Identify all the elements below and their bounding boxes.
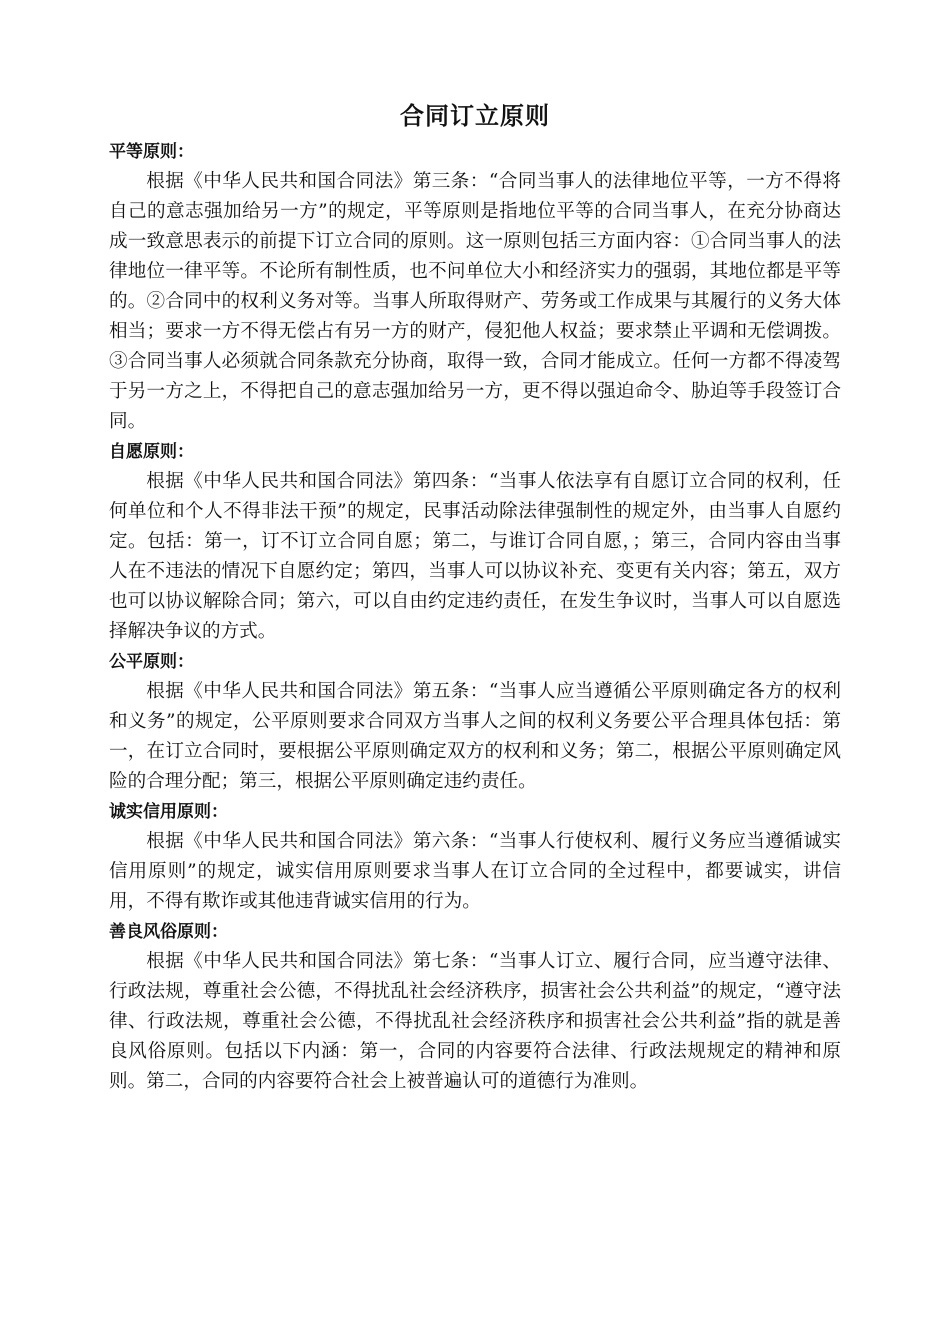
section-body-public-order: 根据《中华人民共和国合同法》第七条：“当事人订立、履行合同，应当遵守法律、行政法规，尊重社会公德，不得扰乱社会经济秩序，损害社会公共利益”的规定，“遵守法律、行政法规，尊重社会公德，不得扰乱社会经济秩序和损害社会公共利益”指的就是善良风俗原则。包括以下内涵：第一，合同的内容要符合法律、行政法规规定的精神和原则。第二，合同的内容要符合社会上被普遍认可的道德行为准则。 xyxy=(109,951,841,1092)
document-title: 合同订立原则 xyxy=(400,102,550,130)
section-body-good-faith: 根据《中华人民共和国合同法》第六条：“当事人行使权利、履行义务应当遵循诚实信用原则”的规定，诚实信用原则要求当事人在订立合同的全过程中，都要诚实，讲信用，不得有欺诈或其他违背诚实信用的行为。 xyxy=(109,831,841,912)
section-heading-voluntariness: 自愿原则： xyxy=(109,442,194,462)
section-body-equality: 根据《中华人民共和国合同法》第三条：“合同当事人的法律地位平等，一方不得将自己的意志强加给另一方”的规定，平等原则是指地位平等的合同当事人，在充分协商达成一致意思表示的前提下订立合同的原则。这一原则包括三方面内容：①合同当事人的法律地位一律平等。不论所有制性质，也不问单位大小和经济实力的强弱，其地位都是平等的。②合同中的权利义务对等。当事人所取得财产、劳务或工作成果与其履行的义务大体相当；要求一方不得无偿占有另一方的财产，侵犯他人权益；要求禁止平调和无偿调拨。③合同当事人必须就合同条款充分协商，取得一致，合同才能成立。任何一方都不得凌驾于另一方之上，不得把自己的意志强加给另一方，更不得以强迫命令、胁迫等手段签订合同。 xyxy=(109,171,841,432)
section-body-voluntariness: 根据《中华人民共和国合同法》第四条：“当事人依法享有自愿订立合同的权利，任何单位和个人不得非法干预”的规定，民事活动除法律强制性的规定外，由当事人自愿约定。包括：第一，订不订立合同自愿；第二，与谁订合同自愿，；第三，合同内容由当事人在不违法的情况下自愿约定；第四，当事人可以协议补充、变更有关内容；第五，双方也可以协议解除合同；第六，可以自由约定违约责任，在发生争议时，当事人可以自愿选择解决争议的方式。 xyxy=(109,471,841,642)
section-heading-equality: 平等原则： xyxy=(109,142,194,162)
section-heading-public-order: 善良风俗原则： xyxy=(109,922,228,942)
document-page xyxy=(109,96,841,1097)
section-heading-good-faith: 诚实信用原则： xyxy=(109,802,228,822)
section-heading-fairness: 公平原则： xyxy=(109,652,194,672)
section-body-fairness: 根据《中华人民共和国合同法》第五条：“当事人应当遵循公平原则确定各方的权利和义务”的规定，公平原则要求合同双方当事人之间的权利义务要公平合理具体包括：第一，在订立合同时，要根据公平原则确定双方的权利和义务；第二，根据公平原则确定风险的合理分配；第三，根据公平原则确定违约责任。 xyxy=(109,681,841,792)
